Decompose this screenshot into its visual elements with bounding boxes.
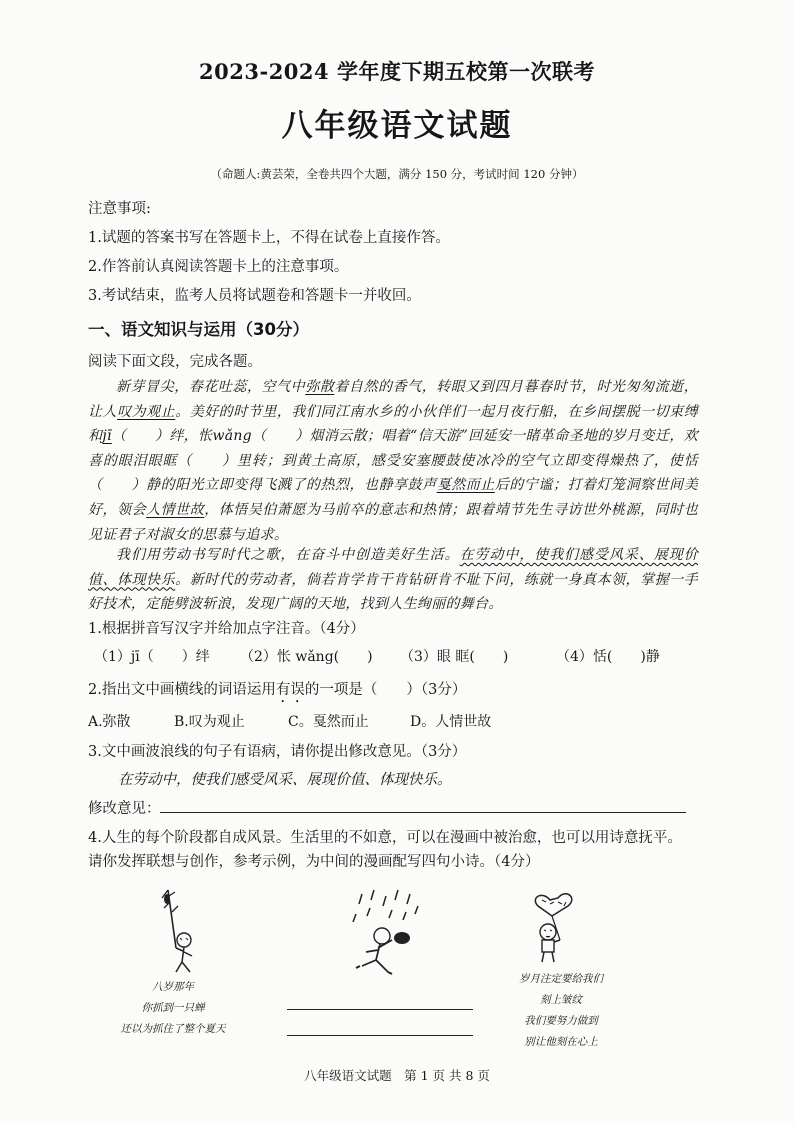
cicada-child-cartoon (150, 888, 210, 978)
heart-balloon-child-cartoon (528, 892, 598, 972)
question-3-sentence: 在劳动中，使我们感受风采、展现价值、体现快乐。 (118, 772, 452, 788)
q1-option: （2）怅 wǎng( ) (240, 649, 373, 665)
question-4-stem-line1: 4.人生的每个阶段都自成风景。生活里的不如意，可以在漫画中被治愈，也可以用诗意抚平。 (88, 830, 682, 846)
poem-answer-line[interactable] (287, 1009, 473, 1010)
revision-label: 修改意见： (88, 801, 161, 817)
underlined-word-ge-ran: 戛然而止 (436, 477, 495, 494)
note-item: 2.作答前认真阅读答题卡上的注意事项。 (88, 259, 349, 275)
exam-title: 八年级语文试题 (281, 108, 513, 144)
reading-instruction: 阅读下面文段，完成各题。 (88, 354, 262, 370)
wavy-sentence: 在劳动中，使我们感受风采、展现价值、体现快乐 (88, 547, 698, 588)
passage-paragraph-1: 新芽冒尖，春花吐蕊，空气中弥散着自然的香气，转眼又到四月暮春时节，时光匆匆流逝，让人叹为观止。美好的时节里，我们同江南水乡的小伙伴们一起月夜行船，在乡间摆脱一切束缚和jī（ ）绊，怅wǎng（ ）烟消云散；唱着“信天游”回延安一睹革命圣地的岁月变迁，欢喜的眼泪眼眶（ ）里转；到黄土高原，感受安塞腰鼓使冰冷的空气立即变得燥热了，使恬（ ）静的阳光立即变得飞溅了的热烈，也静享鼓声戛然而止后的宁谧；打着灯笼洞察世间美好，领会人情世故，体悟吴伯萧愿为马前卒的意志和热情；跟着靖节先生寻访世外桃源，同时也见证君子对淑女的思慕与追求。 (88, 379, 699, 543)
note-item: 1.试题的答案书写在答题卡上，不得在试卷上直接作答。 (88, 230, 450, 246)
q1-option: （3）眼 眶( ) (400, 649, 509, 665)
passage-paragraph-2: 我们用劳动书写时代之歌，在奋斗中创造美好生活。在劳动中，使我们感受风采、展现价值、体现快乐。新时代的劳动者，倘若肯学肯干肯钻研肯不耻下问，练就一身真本领，掌握一手好技术，定能劈波斩浪，发现广阔的天地，找到人生绚丽的舞台。 (88, 547, 698, 613)
question-4-stem-line2: 请你发挥联想与创作，参考示例，为中间的漫画配写四句小诗。（4分） (88, 854, 540, 870)
pinyin-wang: wǎng (212, 428, 252, 445)
exam-info: （命题人:黄芸荣，全卷共四个大题，满分 150 分，考试时间 120 分钟） (210, 167, 584, 181)
revision-answer-line[interactable] (160, 812, 686, 813)
right-poem: 岁月注定要给我们 刻上皱纹 我们要努力做到 别让他刻在心上 (519, 973, 603, 1048)
q2-option-d: D。人情世故 (410, 714, 492, 730)
q2-option-b: B.叹为观止 (174, 714, 245, 730)
pinyin-ji: jī (102, 428, 112, 445)
question-1-stem: 1.根据拼音写汉字并给加点字注音。（4分） (88, 621, 365, 637)
page-footer: 八年级语文试题 第 1 页 共 8 页 (304, 1068, 490, 1083)
rain-running-child-cartoon (348, 890, 448, 980)
section-title: 一、语文知识与运用（30分） (88, 320, 309, 339)
underlined-word-ren-qing: 人情世故 (146, 501, 205, 518)
question-2-stem: 2.指出文中画横线的词语运用有误的一项是（ ）（3分） (88, 682, 467, 698)
poem-answer-line[interactable] (287, 1035, 473, 1036)
exam-session-title: 2023-2024 学年度下期五校第一次联考 (199, 59, 595, 84)
underlined-word-tan-wei: 叹为观止 (117, 403, 176, 420)
note-item: 3.考试结束，监考人员将试题卷和答题卡一并收回。 (88, 288, 421, 304)
left-poem: 八岁那年 你抓到一只蝉 还以为抓住了整个夏天 (120, 981, 226, 1035)
q1-option: （4）恬( )静 (556, 649, 660, 665)
notes-heading: 注意事项: (88, 201, 151, 217)
q2-option-a: A.弥散 (88, 714, 131, 730)
question-3-stem: 3.文中画波浪线的句子有语病，请你提出修改意见。（3分） (88, 744, 467, 760)
q1-option: （1）jī（ ）绊 (94, 649, 210, 665)
underlined-word-mi-san: 弥散 (305, 379, 335, 395)
q2-option-c: C。戛然而止 (288, 714, 369, 730)
